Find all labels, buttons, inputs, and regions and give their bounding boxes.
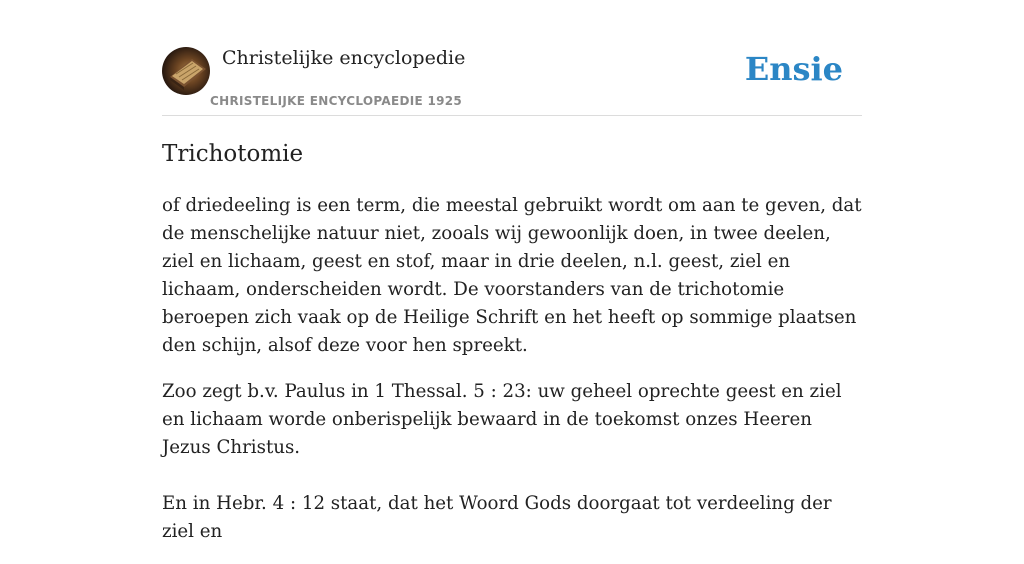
article-title: Trichotomie (162, 141, 304, 167)
article (162, 136, 862, 564)
brand-logo[interactable]: Ensie (744, 50, 843, 88)
book-photo-icon[interactable] (162, 47, 210, 95)
site-title[interactable]: Christelijke encyclopedie (222, 47, 466, 69)
site-subtitle[interactable]: CHRISTELIJKE ENCYCLOPAEDIE 1925 (210, 94, 463, 108)
site-header (162, 0, 862, 116)
article-paragraph: Zoo zegt b.v. Paulus in 1 Thessal. 5 : 23: uw geheel oprechte geest en ziel en lichaam worde onberispelijk bewaard in de toekomst onzes Heeren Jezus Christus. (162, 381, 842, 458)
article-paragraph: of driedeeling is een term, die meestal gebruikt wordt om aan te geven, dat de menschelijke natuur niet, zooals wij gewoonlijk doen, in twee deelen, ziel en lichaam, geest en stof, maar in drie deelen, n.l. geest, ziel en lichaam, onderscheiden wordt. De voorstanders van de trichotomie beroepen zich vaak op de Heilige Schrift en het heeft op sommige plaatsen den schijn, alsof deze voor hen spreekt. (162, 195, 862, 356)
article-paragraph: En in Hebr. 4 : 12 staat, dat het Woord Gods doorgaat tot verdeeling der ziel en (162, 493, 832, 542)
